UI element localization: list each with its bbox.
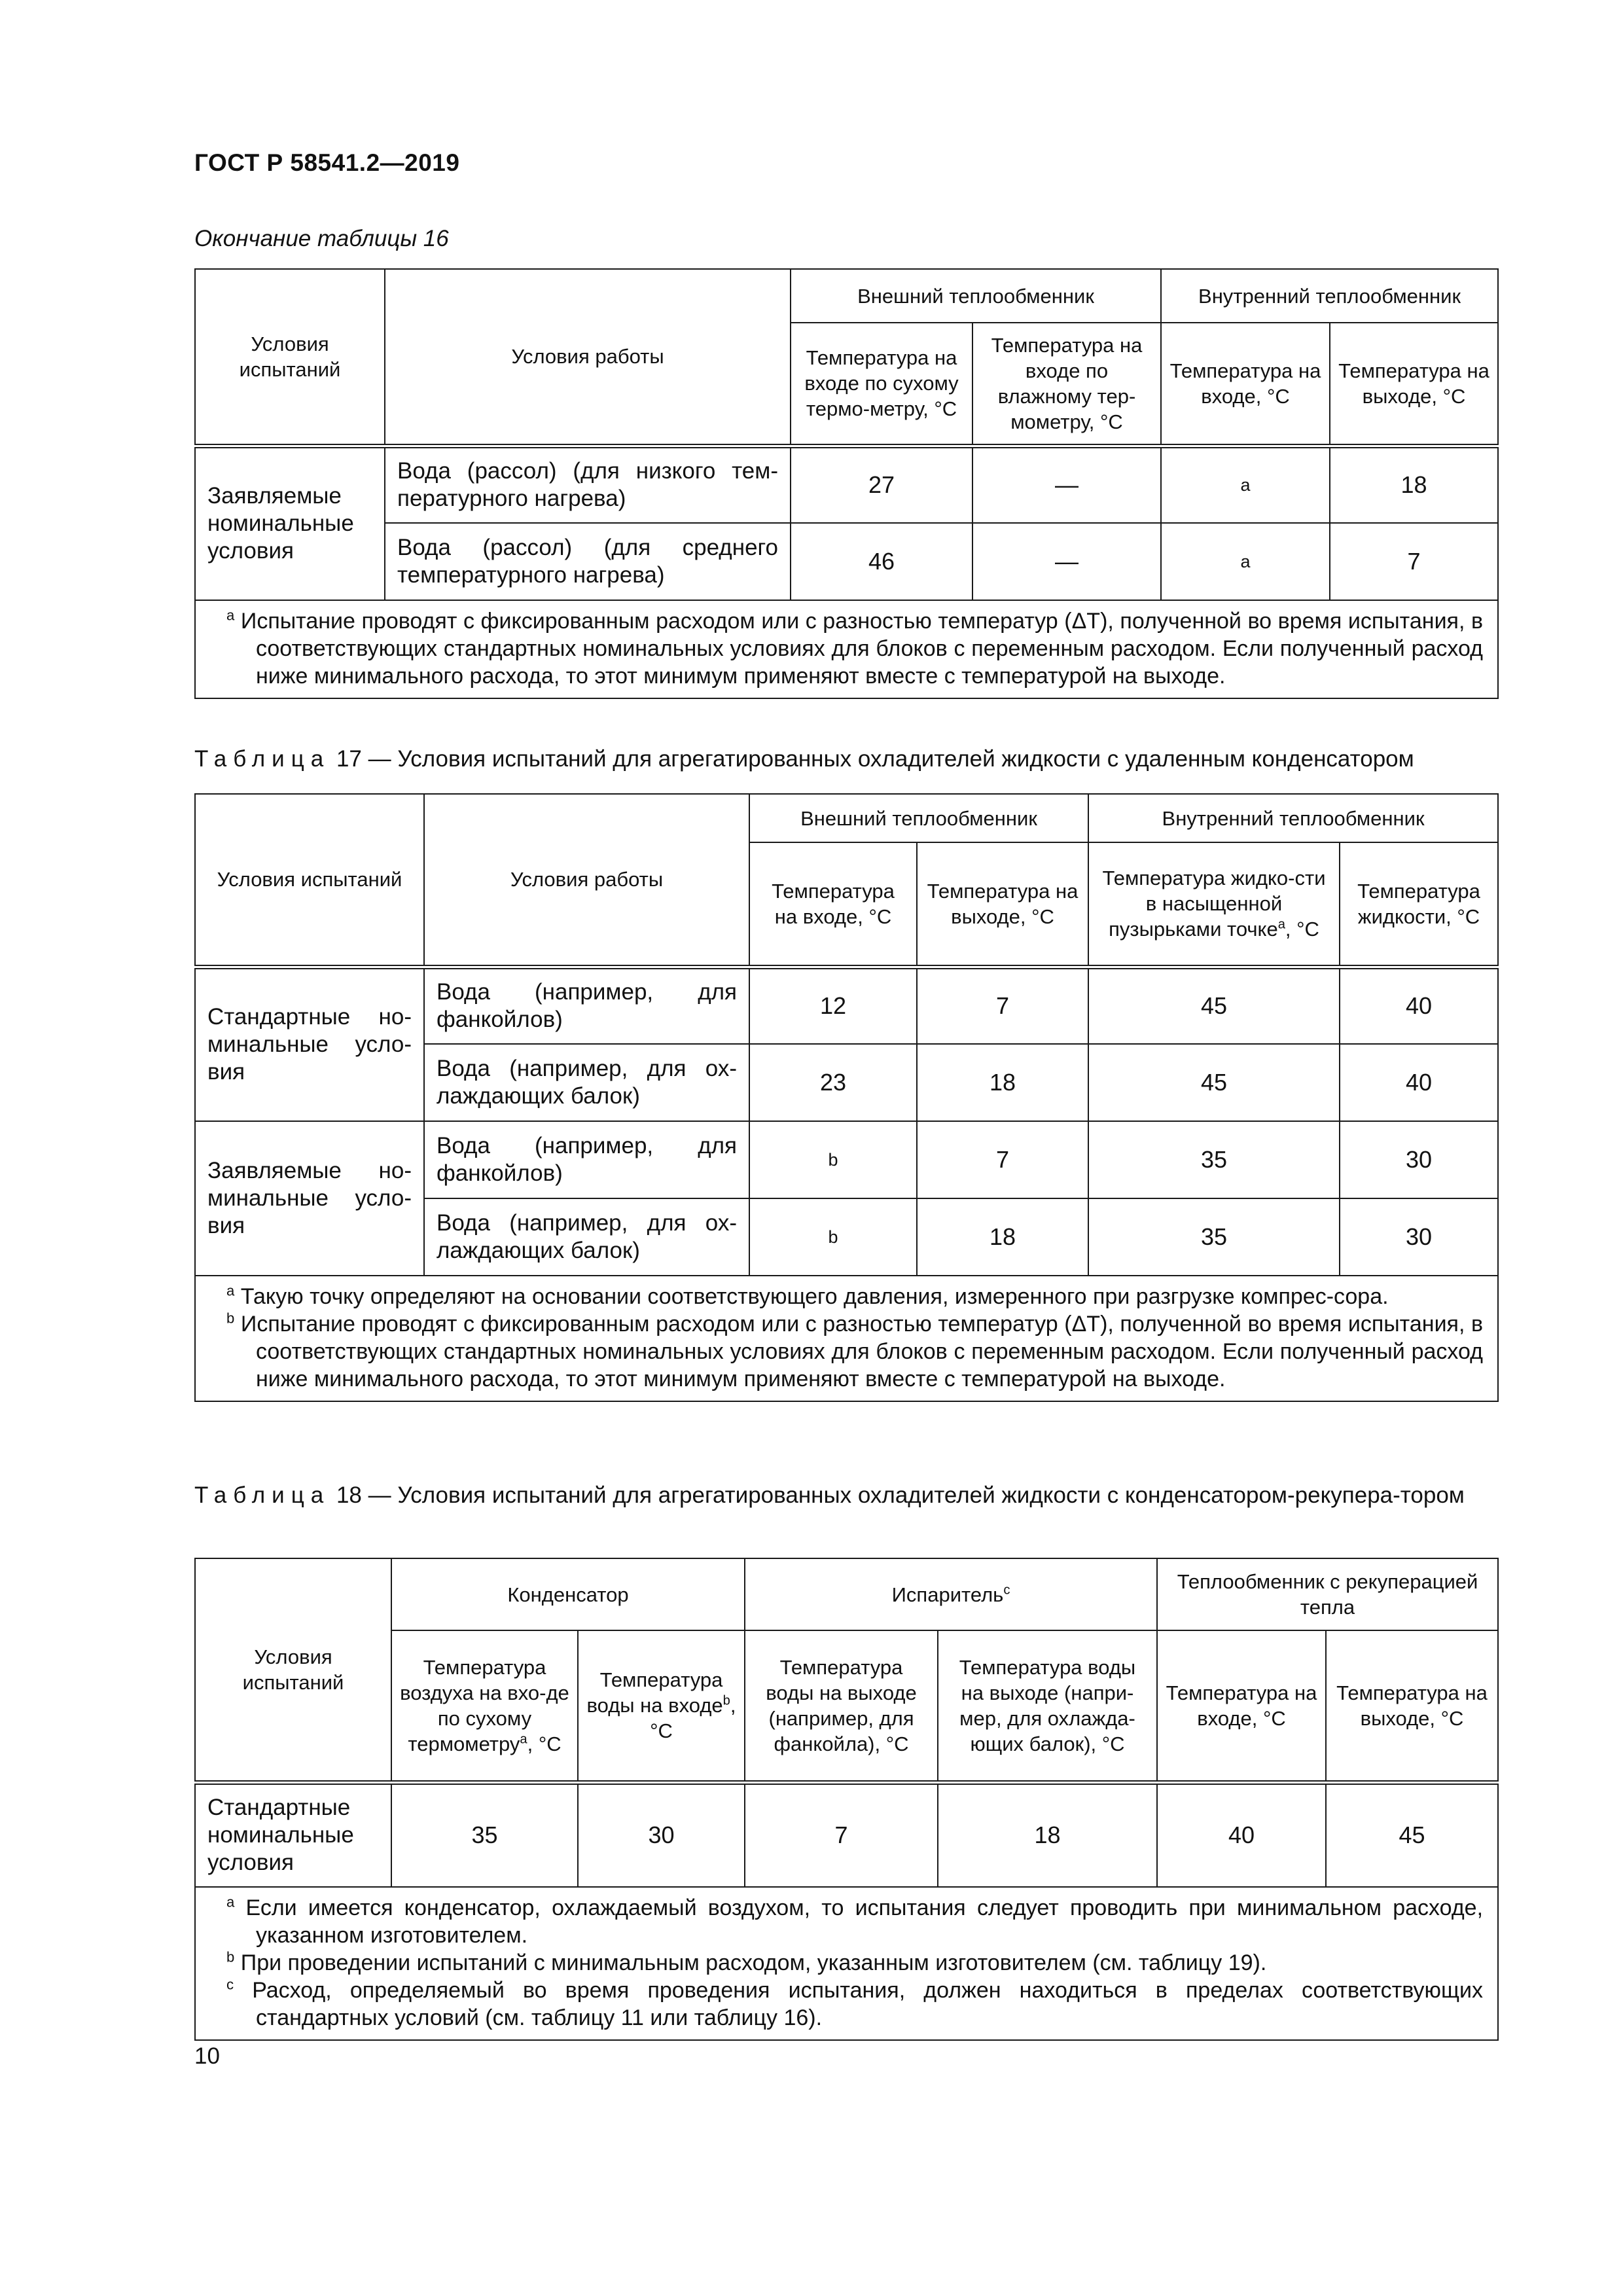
t18-v4: 18 — [938, 1782, 1157, 1887]
t17-header-ext-out: Температура на выходе, °С — [917, 842, 1088, 967]
t17-header-int-liquid: Температура жидкости, °С — [1340, 842, 1498, 967]
t16-header-internal: Внутренний теплообменник — [1161, 269, 1498, 323]
t17-row1-work: Вода (например, для фанкойлов) — [424, 967, 749, 1044]
t17-row1-v4: 40 — [1340, 967, 1498, 1044]
t17-header-conditions: Условия испытаний — [195, 794, 424, 967]
table17 — [194, 793, 1499, 1402]
t17-row1-v3: 45 — [1088, 967, 1340, 1044]
t16-row2-v2: — — [972, 523, 1161, 600]
t17-row4-v4: 30 — [1340, 1198, 1498, 1276]
t18-header-evaporator: Испаритель$^с$ — [745, 1558, 1157, 1630]
t17-row4-v2: 18 — [917, 1198, 1088, 1276]
t18-v6: 45 — [1326, 1782, 1498, 1887]
t17-row2-work: Вода (например, для ох-лаждающих балок) — [424, 1044, 749, 1121]
t16-header-external: Внешний теплообменник — [791, 269, 1161, 323]
t16-header-ext-wet: Температура на входе по влажному тер-мометру, °С — [972, 323, 1161, 446]
t18-header-evap-fancoil: Температура воды на выходе (например, для фанкойла), °С — [745, 1630, 938, 1782]
t17-row3-v2: 7 — [917, 1121, 1088, 1198]
t16-row1-v3: а — [1161, 446, 1330, 523]
page-number: 10 — [194, 2043, 220, 2069]
table18-caption: Таблица 18 — Условия испытаний для агрегатированных охладителей жидкости с конденсатором-рекупера-тором — [194, 1482, 1465, 1508]
t16-row2-work: Вода (рассол) (для среднего температурного нагрева) — [385, 523, 791, 600]
t16-header-work: Условия работы — [385, 269, 791, 446]
t16-row1-v1: 27 — [791, 446, 972, 523]
t16-row1-v2: — — [972, 446, 1161, 523]
t17-row2-v2: 18 — [917, 1044, 1088, 1121]
t17-row2-v3: 45 — [1088, 1044, 1340, 1121]
t17-header-work: Условия работы — [424, 794, 749, 967]
t18-v3: 7 — [745, 1782, 938, 1887]
t18-header-cond-water: Температура воды на входе$^b$, °С — [578, 1630, 745, 1782]
table18 — [194, 1558, 1499, 2041]
t16-row2-v4: 7 — [1330, 523, 1498, 600]
table17-caption: Таблица 17 — Условия испытаний для агрегатированных охладителей жидкости с удаленным конденсатором — [194, 746, 1414, 772]
t17-row3-v4: 30 — [1340, 1121, 1498, 1198]
t16-group-declared: Заявляемые номинальные условия — [195, 446, 385, 600]
t17-footnotes: $^а$ Такую точку определяют на основании соответствующего давления, измеренного при разгрузке компрес-сора. $^b$ Испытание проводят с фиксированным расходом или с разностью температур (ΔT), полученной во время испытания, в соответствующих стандартных номинальных условиях для блоков с переменным расходом. Если полученный расход ниже минимального расхода, то этот минимум применяют вместе с температурой на выходе. — [195, 1276, 1498, 1401]
t17-group-standard: Стандартные но-минальные усло-вия — [195, 967, 424, 1121]
t16-header-int-out: Температура на выходе, °С — [1330, 323, 1498, 446]
t16-header-conditions: Условия испытаний — [195, 269, 385, 446]
t18-header-condenser: Конденсатор — [391, 1558, 745, 1630]
t17-row2-v4: 40 — [1340, 1044, 1498, 1121]
t18-header-recovery: Теплообменник с рекуперацией тепла — [1157, 1558, 1498, 1630]
t16-row1-v4: 18 — [1330, 446, 1498, 523]
t17-row2-v1: 23 — [749, 1044, 917, 1121]
t17-header-int-bubble: Температура жидко-сти в насыщенной пузырьками точке$^а$, °С — [1088, 842, 1340, 967]
t18-v5: 40 — [1157, 1782, 1326, 1887]
t18-footnotes: $^а$ Если имеется конденсатор, охлаждаемый воздухом, то испытания следует проводить при минимальном расходе, указанном изготовителем. $^b$ При проведении испытаний с минимальным расходом, указанным изготовителем (см. таблицу 19). $^с$ Расход, определяемый во время проведения испытания, должен находиться в пределах соответствующих стандартных условий (см. таблицу 11 или таблицу 16). — [195, 1887, 1498, 2040]
document-header: ГОСТ Р 58541.2—2019 — [194, 149, 460, 176]
t17-header-internal: Внутренний теплообменник — [1088, 794, 1498, 842]
t18-header-conditions: Условия испытаний — [195, 1558, 391, 1782]
t16-row1-work: Вода (рассол) (для низкого тем-пературного нагрева) — [385, 446, 791, 523]
t18-header-cond-air: Температура воздуха на вхо-де по сухому термометру$^а$, °С — [391, 1630, 578, 1782]
t16-header-int-in: Температура на входе, °С — [1161, 323, 1330, 446]
t18-row-label: Стандартные номинальные условия — [195, 1782, 391, 1887]
t17-row1-v1: 12 — [749, 967, 917, 1044]
t17-row4-v3: 35 — [1088, 1198, 1340, 1276]
t17-header-external: Внешний теплообменник — [749, 794, 1088, 842]
t17-group-declared: Заявляемые но-минальные усло-вия — [195, 1121, 424, 1276]
t18-v1: 35 — [391, 1782, 578, 1887]
table16-caption: Окончание таблицы 16 — [194, 226, 449, 251]
table16 — [194, 268, 1499, 699]
t17-row4-v1: b — [749, 1198, 917, 1276]
t17-row3-work: Вода (например, для фанкойлов) — [424, 1121, 749, 1198]
t18-header-rec-out: Температура на выходе, °С — [1326, 1630, 1498, 1782]
t17-row1-v2: 7 — [917, 967, 1088, 1044]
t18-v2: 30 — [578, 1782, 745, 1887]
t18-header-evap-beams: Температура воды на выходе (напри-мер, для охлажда-ющих балок), °С — [938, 1630, 1157, 1782]
t16-header-ext-dry: Температура на входе по сухому термо-метру, °С — [791, 323, 972, 446]
t17-header-ext-in: Температура на входе, °С — [749, 842, 917, 967]
t17-row4-work: Вода (например, для ох-лаждающих балок) — [424, 1198, 749, 1276]
t16-row2-v1: 46 — [791, 523, 972, 600]
t18-header-rec-in: Температура на входе, °С — [1157, 1630, 1326, 1782]
t17-row3-v1: b — [749, 1121, 917, 1198]
t16-row2-v3: а — [1161, 523, 1330, 600]
t16-footnote: $^а$ Испытание проводят с фиксированным расходом или с разностью температур (ΔT), полученной во время испытания, в соответствующих стандартных номинальных условиях для блоков с переменным расходом. Если полученный расход ниже минимального расхода, то этот минимум применяют вместе с температурой на выходе. — [195, 600, 1498, 698]
t17-row3-v3: 35 — [1088, 1121, 1340, 1198]
